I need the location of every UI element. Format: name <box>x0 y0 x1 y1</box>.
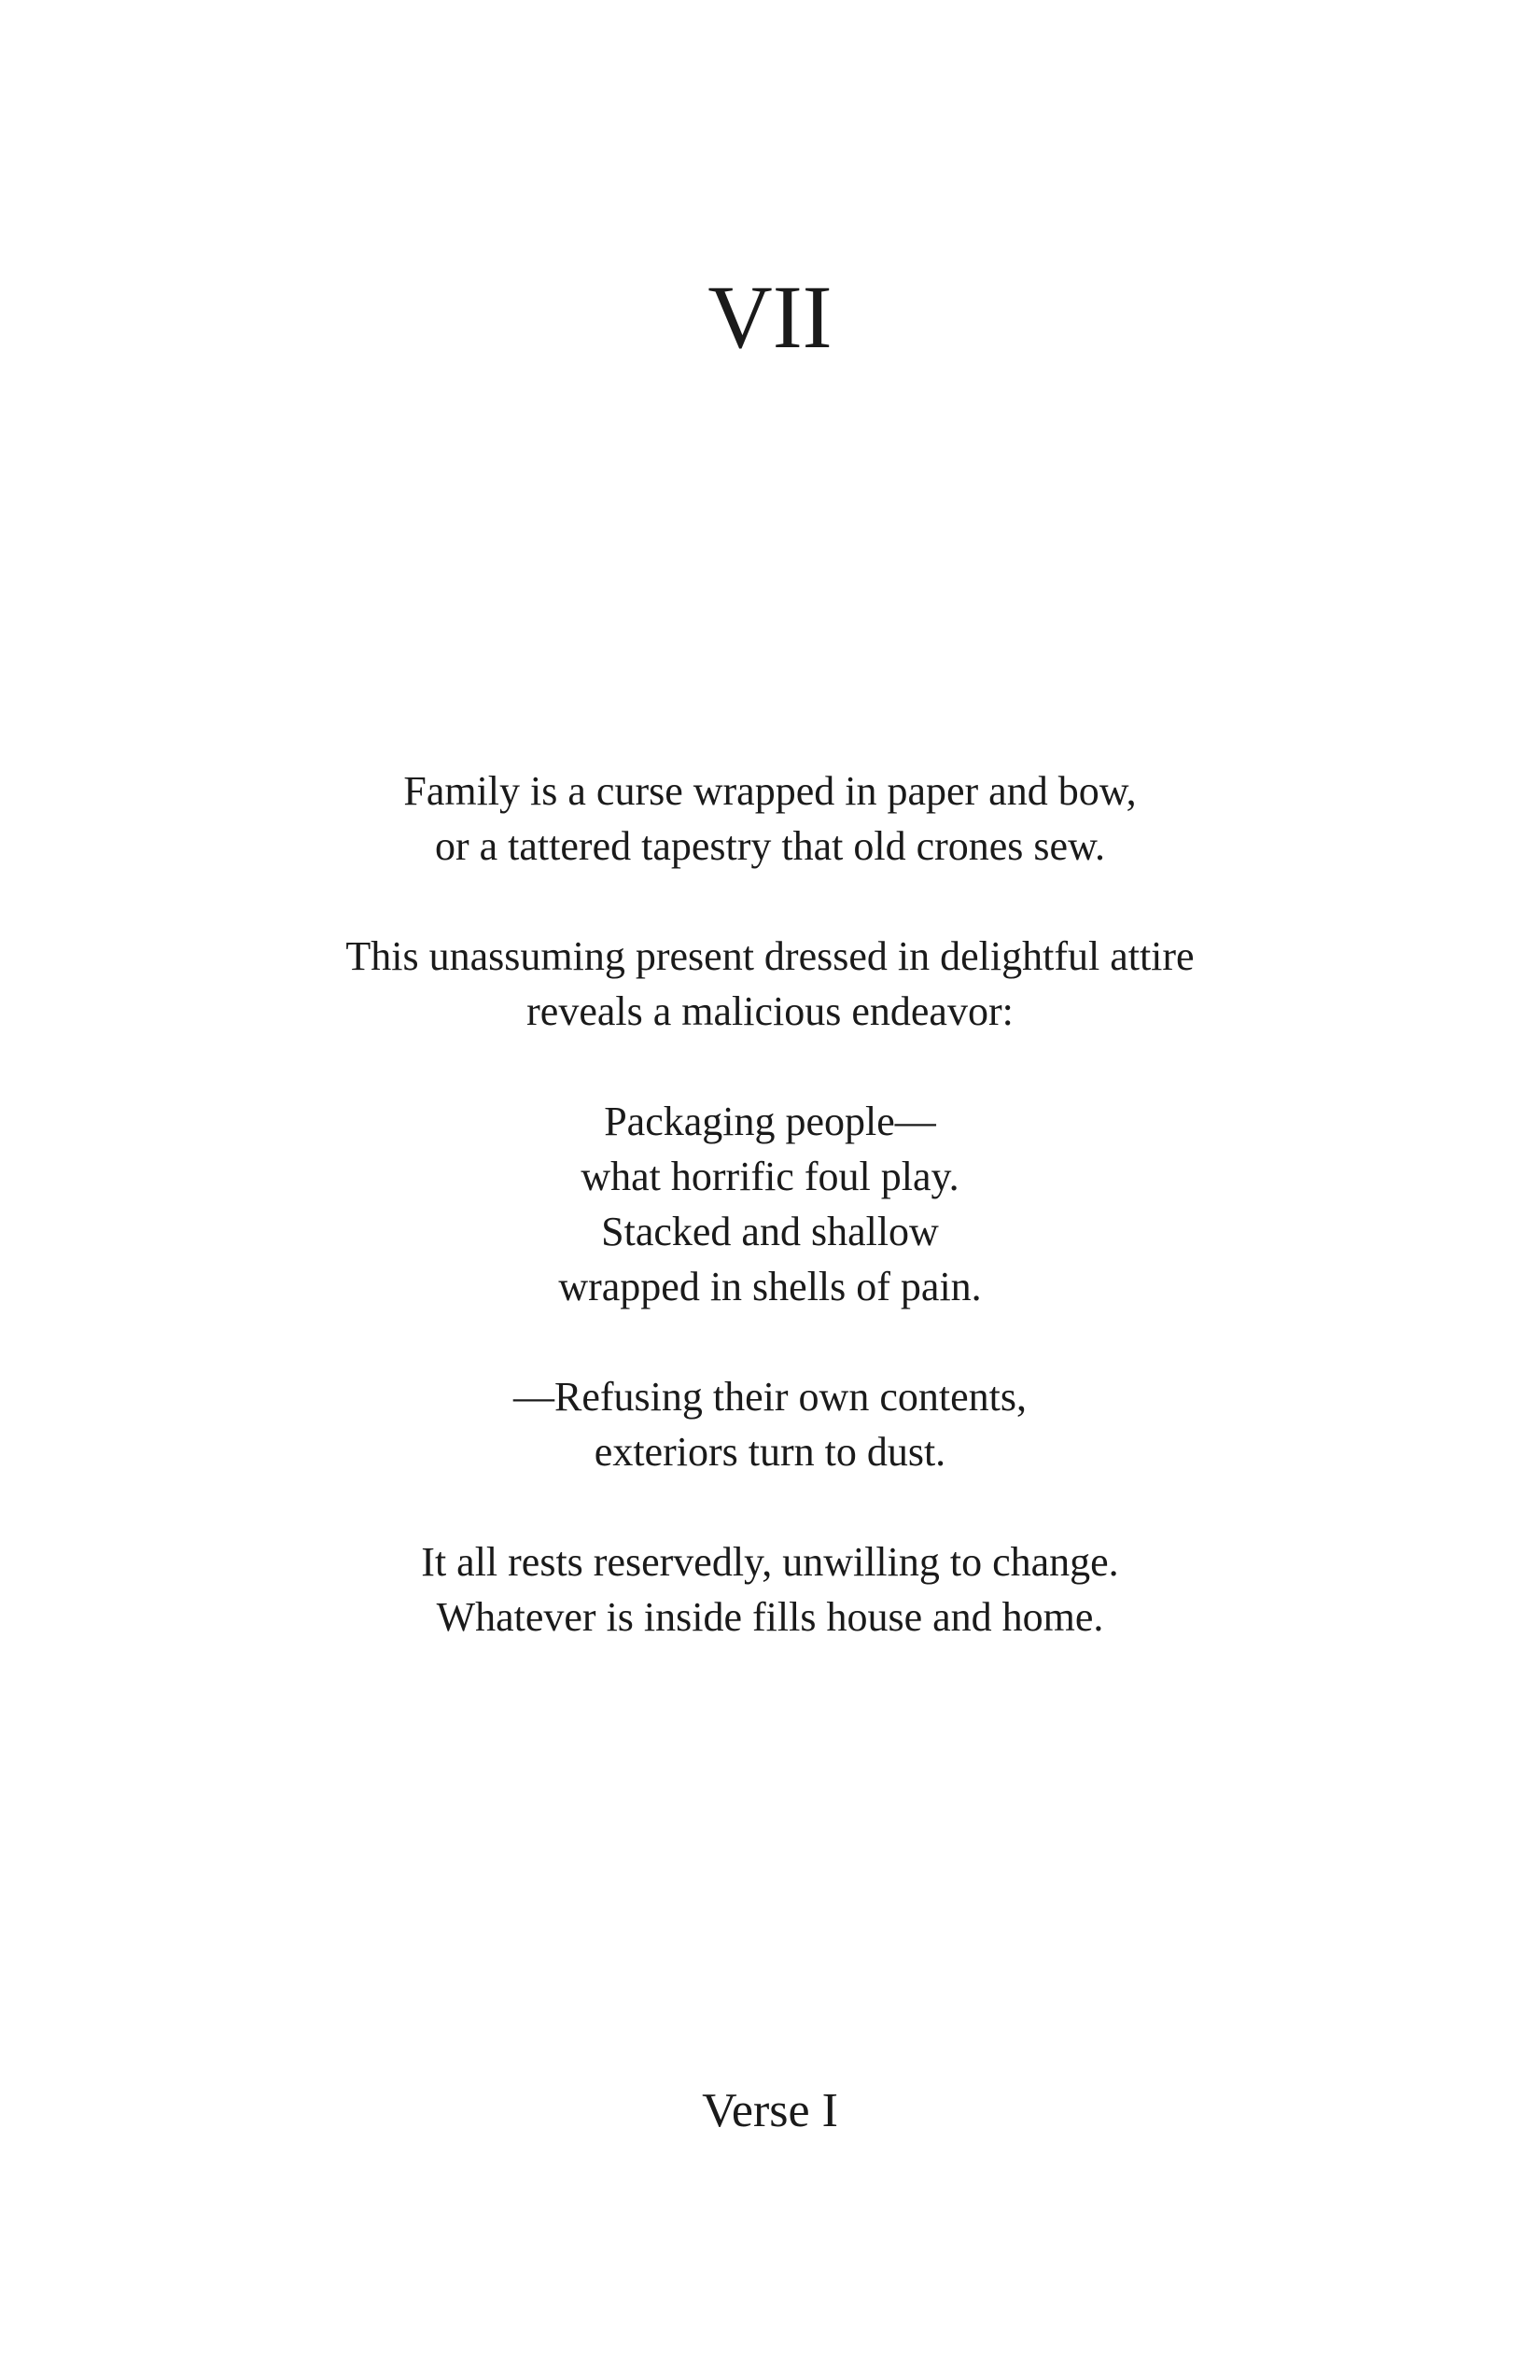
poem-line: wrapped in shells of pain. <box>558 1264 982 1309</box>
stanza-1 <box>0 763 1540 874</box>
stanza-3 <box>0 1094 1540 1314</box>
poem-line: —Refusing their own contents, <box>513 1374 1027 1420</box>
poem-line: It all rests reservedly, unwilling to change. <box>421 1539 1119 1585</box>
poem-line: This unassuming present dressed in delightful attire <box>345 933 1195 979</box>
poem-line: exteriors turn to dust. <box>594 1429 946 1475</box>
poem-line: Packaging people— <box>604 1099 936 1144</box>
poem-body <box>0 763 1540 1645</box>
poem-line: or a tattered tapestry that old crones sew. <box>435 823 1105 869</box>
stanza-2 <box>0 929 1540 1039</box>
section-footer: Verse I <box>702 2084 838 2137</box>
poem-line: Family is a curse wrapped in paper and bow, <box>403 768 1137 814</box>
poem-line: what horrific foul play. <box>581 1154 959 1199</box>
chapter-numeral: VII <box>707 267 833 367</box>
poem-line: reveals a malicious endeavor: <box>526 988 1014 1034</box>
poem-line: Whatever is inside fills house and home. <box>436 1594 1104 1640</box>
stanza-5 <box>0 1534 1540 1645</box>
poem-line: Stacked and shallow <box>601 1209 939 1254</box>
stanza-4 <box>0 1369 1540 1479</box>
